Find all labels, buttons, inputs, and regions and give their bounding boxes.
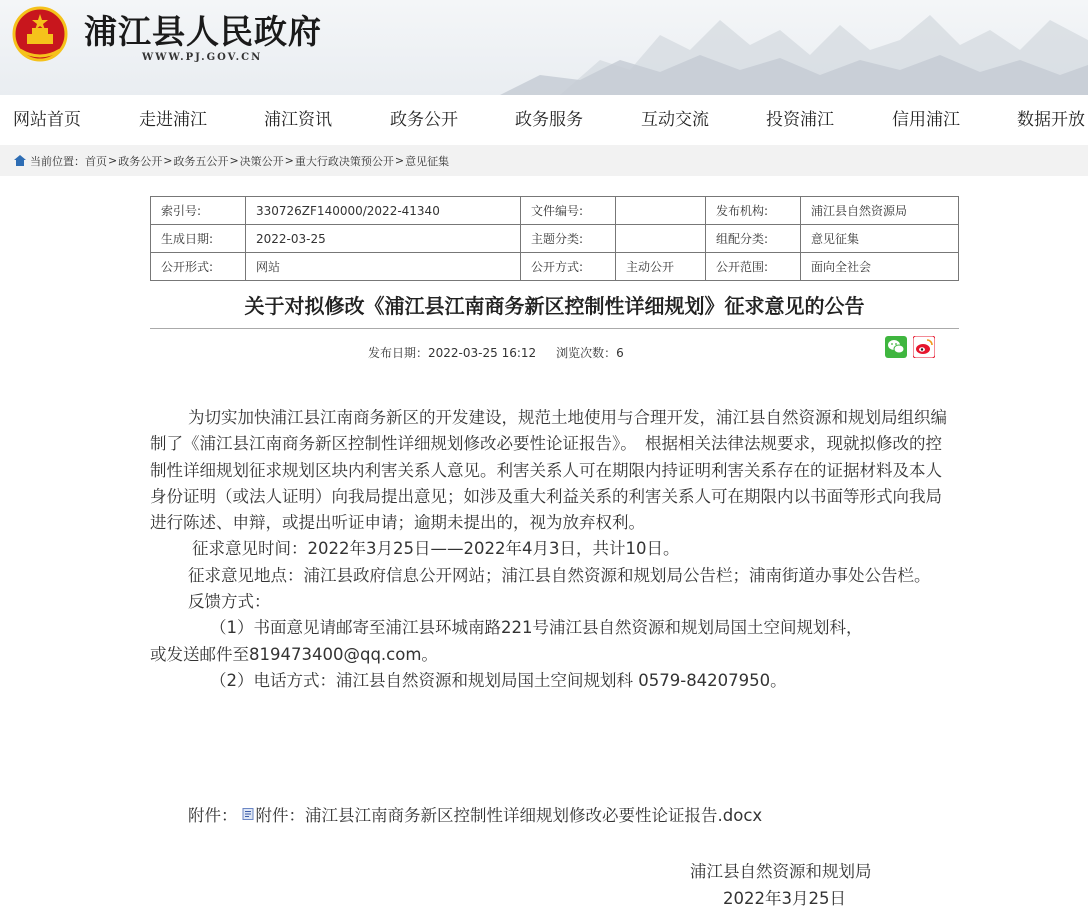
views-count: 6	[616, 346, 624, 360]
meta-label: 公开范围:	[706, 253, 801, 281]
breadcrumb-separator: >	[394, 154, 405, 167]
breadcrumb-opinion[interactable]: 意见征集	[405, 154, 450, 168]
breadcrumb-major-decision[interactable]: 重大行政决策预公开	[294, 154, 394, 168]
meta-label: 生成日期:	[151, 225, 246, 253]
breadcrumb-separator: >	[163, 154, 173, 167]
meta-value: 330726ZF140000/2022-41340	[246, 197, 521, 225]
article-title: 关于对拟修改《浦江县江南商务新区控制性详细规划》征求意见的公告	[244, 294, 865, 318]
views-label: 浏览次数：	[556, 346, 617, 360]
paragraph: 征求意见地点：浦江县政府信息公开网站；浦江县自然资源和规划局公告栏；浦南街道办事处公告栏。	[188, 565, 931, 585]
publish-date: 2022-03-25 16:12	[428, 346, 537, 360]
article-body	[150, 405, 950, 694]
meta-label: 公开形式:	[151, 253, 246, 281]
meta-label: 文件编号:	[521, 197, 616, 225]
meta-label: 组配分类:	[706, 225, 801, 253]
home-icon	[14, 155, 26, 166]
paragraph: （1）书面意见请邮寄至浦江县环城南路221号浦江县自然资源和规划局国土空间规划科，	[210, 618, 863, 638]
breadcrumb	[0, 145, 1088, 176]
attachment-label: 附件：	[188, 806, 238, 825]
meta-label: 公开方式:	[521, 253, 616, 281]
nav-credit[interactable]: 信用浦江	[892, 110, 960, 130]
table-row	[151, 225, 959, 253]
document-meta-table	[150, 196, 959, 281]
wechat-share-icon[interactable]	[885, 336, 907, 358]
signature-date: 2022年3月25日	[723, 889, 846, 908]
nav-home[interactable]: 网站首页	[13, 110, 81, 130]
meta-label: 索引号:	[151, 197, 246, 225]
table-row	[151, 197, 959, 225]
paragraph: 反馈方式：	[188, 592, 271, 612]
paragraph: （2）电话方式：浦江县自然资源和规划局国土空间规划科 0579-84207950。	[210, 670, 787, 690]
meta-value: 网站	[246, 253, 521, 281]
breadcrumb-home[interactable]: 首页	[85, 154, 107, 168]
meta-value	[616, 225, 706, 253]
meta-value	[616, 197, 706, 225]
document-icon	[242, 808, 254, 820]
national-emblem-icon	[12, 6, 68, 64]
breadcrumb-five-public[interactable]: 政务五公开	[173, 154, 229, 168]
breadcrumb-gov-affairs[interactable]: 政务公开	[118, 154, 163, 168]
weibo-share-icon[interactable]	[913, 336, 935, 358]
nav-gov-services[interactable]: 政务服务	[515, 110, 583, 130]
nav-interaction[interactable]: 互动交流	[641, 110, 709, 130]
meta-label: 发布机构:	[706, 197, 801, 225]
title-divider	[150, 328, 959, 329]
meta-value: 面向全社会	[801, 253, 959, 281]
nav-open-data[interactable]: 数据开放	[1017, 110, 1085, 130]
breadcrumb-prefix: 当前位置：	[30, 154, 85, 168]
site-url: WWW.PJ.GOV.CN	[142, 52, 263, 63]
meta-label: 主题分类:	[521, 225, 616, 253]
site-title: 浦江县人民政府	[84, 12, 322, 51]
paragraph: 或发送邮件至819473400@qq.com。	[150, 644, 438, 664]
meta-value: 意见征集	[801, 225, 959, 253]
meta-value: 2022-03-25	[246, 225, 521, 253]
attachment-line	[188, 802, 762, 826]
nav-gov-affairs[interactable]: 政务公开	[390, 110, 458, 130]
breadcrumb-separator: >	[108, 154, 118, 167]
attachment-link[interactable]: 附件：浦江县江南商务新区控制性详细规划修改必要性论证报告.docx	[255, 806, 763, 825]
paragraph: 为切实加快浦江县江南商务新区的开发建设，规范土地使用与合理开发，浦江县自然资源和规划局组织编制了《浦江县江南商务新区控制性详细规划修改必要性论证报告》。 根据相关法律法规要求，现就拟修改的控制性详细规划征求规划区块内利害关系人意见。利害关系人可在期限内持证明利害关系存在的证据材料及本人身份证明（或法人证明）向我局提出意见；如涉及重大利益关系的利害关系人可在期限内以书面等形式向我局进行陈述、申辩，或提出听证申请；逾期未提出的，视为放弃权利。	[150, 408, 947, 533]
signature-org: 浦江县自然资源和规划局	[690, 862, 872, 881]
meta-value: 主动公开	[616, 253, 706, 281]
article-info	[368, 344, 624, 361]
breadcrumb-separator: >	[284, 154, 294, 167]
nav-about[interactable]: 走进浦江	[139, 110, 207, 130]
breadcrumb-separator: >	[229, 154, 239, 167]
breadcrumb-decision[interactable]: 决策公开	[239, 154, 284, 168]
main-nav	[0, 95, 1088, 137]
nav-invest[interactable]: 投资浦江	[766, 110, 834, 130]
nav-news[interactable]: 浦江资讯	[264, 110, 332, 130]
site-header	[0, 0, 1088, 95]
publish-date-label: 发布日期：	[368, 346, 429, 360]
paragraph: 征求意见时间：2022年3月25日——2022年4月3日，共计10日。	[192, 539, 680, 559]
meta-value: 浦江县自然资源局	[801, 197, 959, 225]
table-row	[151, 253, 959, 281]
